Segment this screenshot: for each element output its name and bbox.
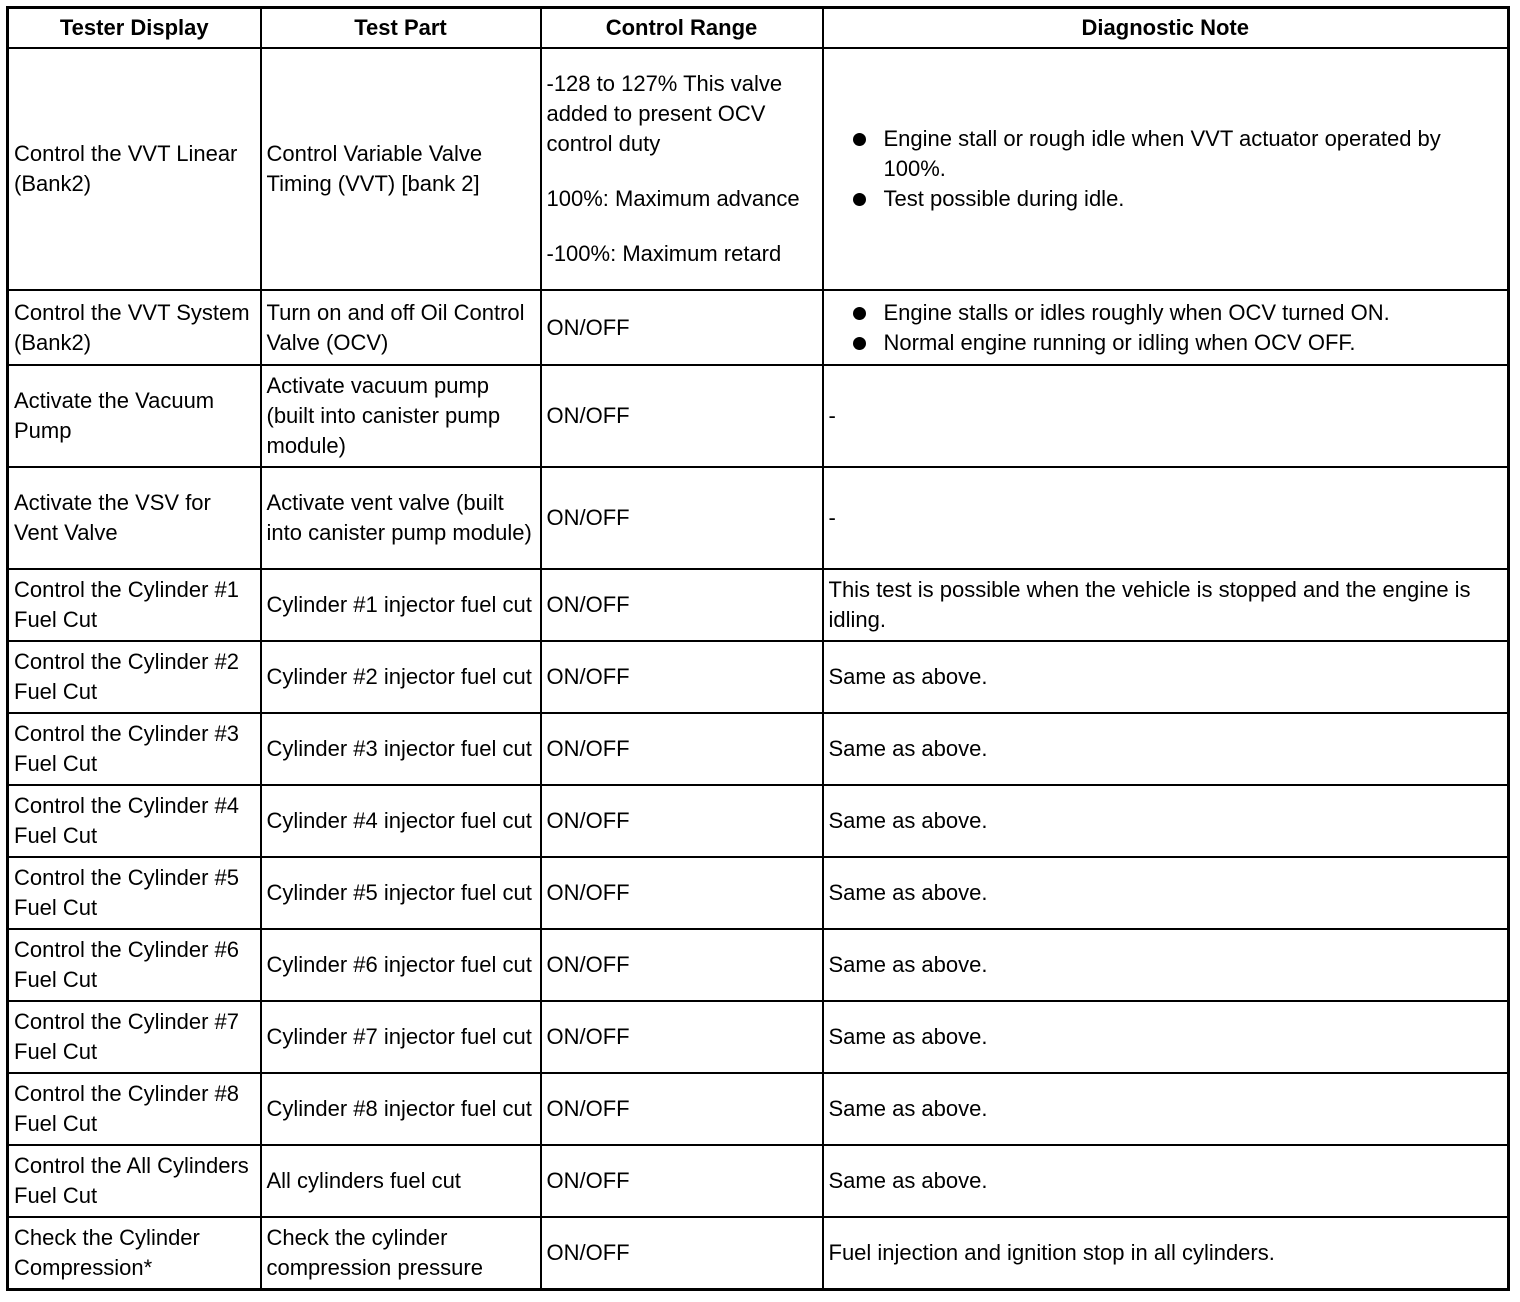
cell-test-part: Activate vent valve (built into canister pump module) [261,467,541,569]
bullet-item: Normal engine running or idling when OCV OFF. [849,328,1503,358]
cell-control-range: ON/OFF [541,929,823,1001]
table-row [8,929,1509,1001]
cell-tester-display: Control the Cylinder #2 Fuel Cut [8,641,261,713]
active-test-table [6,6,1510,1291]
cell-control-range: ON/OFF [541,467,823,569]
cell-tester-display: Control the Cylinder #6 Fuel Cut [8,929,261,1001]
cell-test-part: Cylinder #5 injector fuel cut [261,857,541,929]
paragraph-gap [547,214,817,239]
table-row [8,857,1509,929]
control-range-line: -100%: Maximum retard [546,241,782,266]
cell-tester-display: Activate the Vacuum Pump [8,365,261,467]
cell-test-part: Check the cylinder compression pressure [261,1217,541,1289]
table-row [8,569,1509,641]
cell-test-part: Cylinder #1 injector fuel cut [261,569,541,641]
cell-tester-display: Control the Cylinder #4 Fuel Cut [8,785,261,857]
header-row [8,8,1509,49]
cell-test-part: Cylinder #8 injector fuel cut [261,1073,541,1145]
control-range-line: 100%: Maximum advance [546,186,800,211]
header-diagnostic-note: Diagnostic Note [823,8,1509,49]
cell-diagnostic-note: Fuel injection and ignition stop in all cylinders. [823,1217,1509,1289]
control-range-line: -128 to 127% This valve added to present OCV control duty [546,71,783,156]
cell-tester-display: Control the VVT Linear (Bank2) [8,48,261,290]
cell-control-range: ON/OFF [541,1001,823,1073]
cell-diagnostic-note: This test is possible when the vehicle is stopped and the engine is idling. [823,569,1509,641]
cell-diagnostic-note: Same as above. [823,1001,1509,1073]
cell-test-part: Cylinder #4 injector fuel cut [261,785,541,857]
diagnostic-bullet-list [829,298,1503,358]
diagnostic-bullet-list [829,124,1503,214]
bullet-item: Test possible during idle. [849,184,1503,214]
cell-tester-display: Activate the VSV for Vent Valve [8,467,261,569]
document-page [6,6,1507,1291]
cell-control-range: ON/OFF [541,365,823,467]
cell-test-part: Cylinder #2 injector fuel cut [261,641,541,713]
cell-diagnostic-note: - [823,365,1509,467]
cell-diagnostic-note: - [823,467,1509,569]
table-row [8,48,1509,290]
bullet-item: Engine stalls or idles roughly when OCV turned ON. [849,298,1503,328]
table-row [8,1001,1509,1073]
cell-test-part: Activate vacuum pump (built into canister pump module) [261,365,541,467]
header-control-range: Control Range [541,8,823,49]
cell-test-part: Cylinder #6 injector fuel cut [261,929,541,1001]
table-row [8,365,1509,467]
cell-tester-display: Check the Cylinder Compression* [8,1217,261,1289]
cell-control-range: ON/OFF [541,1217,823,1289]
cell-diagnostic-note: Same as above. [823,785,1509,857]
cell-tester-display: Control the All Cylinders Fuel Cut [8,1145,261,1217]
cell-control-range: ON/OFF [541,290,823,365]
table-body [8,48,1509,1289]
table-row [8,1145,1509,1217]
cell-test-part: Turn on and off Oil Control Valve (OCV) [261,290,541,365]
table-row [8,1073,1509,1145]
cell-control-range: ON/OFF [541,641,823,713]
cell-control-range [541,48,823,290]
cell-control-range: ON/OFF [541,1073,823,1145]
cell-diagnostic-note [823,48,1509,290]
cell-tester-display: Control the Cylinder #5 Fuel Cut [8,857,261,929]
bullet-item: Engine stall or rough idle when VVT actuator operated by 100%. [849,124,1503,184]
cell-test-part: Cylinder #3 injector fuel cut [261,713,541,785]
cell-tester-display: Control the Cylinder #7 Fuel Cut [8,1001,261,1073]
table-row [8,467,1509,569]
cell-tester-display: Control the VVT System (Bank2) [8,290,261,365]
header-tester-display: Tester Display [8,8,261,49]
cell-tester-display: Control the Cylinder #3 Fuel Cut [8,713,261,785]
cell-tester-display: Control the Cylinder #8 Fuel Cut [8,1073,261,1145]
header-test-part: Test Part [261,8,541,49]
cell-test-part: All cylinders fuel cut [261,1145,541,1217]
table-row [8,713,1509,785]
paragraph-gap [547,159,817,184]
cell-control-range: ON/OFF [541,1145,823,1217]
cell-control-range: ON/OFF [541,713,823,785]
cell-tester-display: Control the Cylinder #1 Fuel Cut [8,569,261,641]
cell-diagnostic-note: Same as above. [823,857,1509,929]
cell-control-range: ON/OFF [541,569,823,641]
cell-control-range: ON/OFF [541,857,823,929]
cell-diagnostic-note: Same as above. [823,641,1509,713]
table-row [8,290,1509,365]
cell-control-range: ON/OFF [541,785,823,857]
table-row [8,785,1509,857]
cell-diagnostic-note: Same as above. [823,929,1509,1001]
cell-test-part: Control Variable Valve Timing (VVT) [bank 2] [261,48,541,290]
table-row [8,1217,1509,1289]
cell-test-part: Cylinder #7 injector fuel cut [261,1001,541,1073]
cell-diagnostic-note: Same as above. [823,1073,1509,1145]
cell-diagnostic-note: Same as above. [823,1145,1509,1217]
cell-diagnostic-note [823,290,1509,365]
cell-diagnostic-note: Same as above. [823,713,1509,785]
table-row [8,641,1509,713]
table-header [8,8,1509,49]
